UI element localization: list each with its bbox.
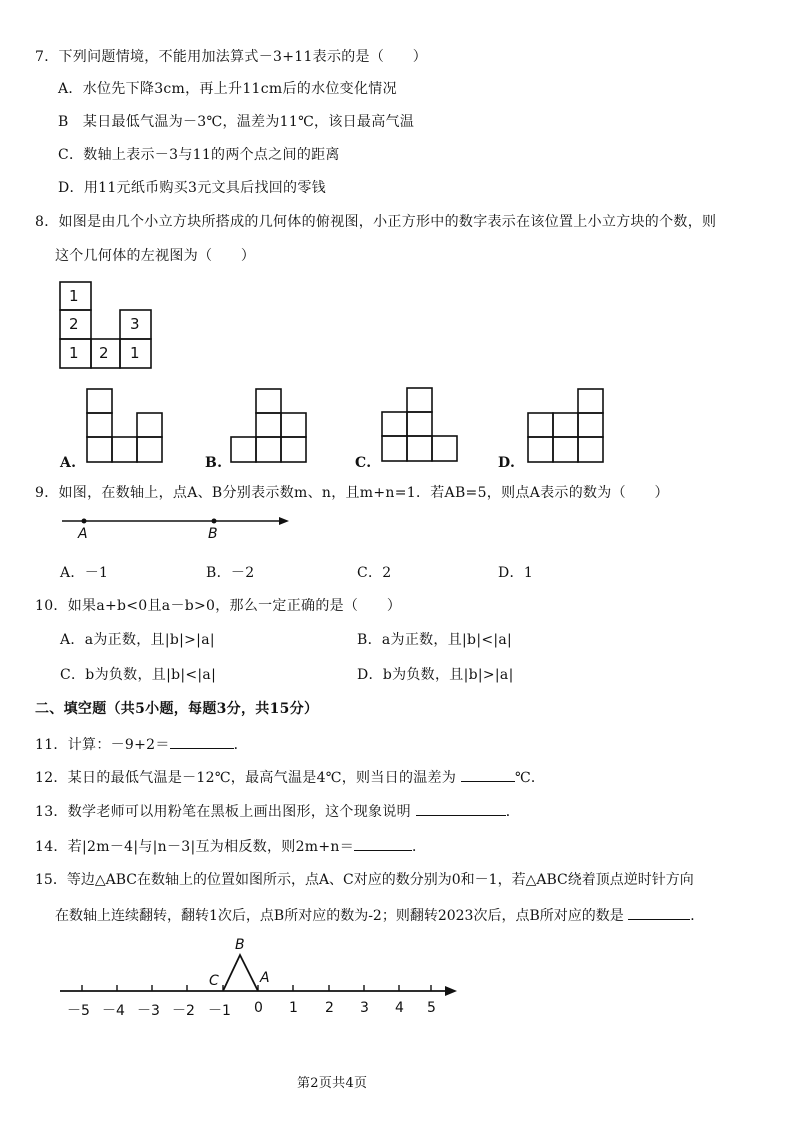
q15-answer-blank[interactable] [628,907,690,920]
q15-label-b: B [235,937,245,953]
q10-option-b: B．a为正数，且|b|<|a| [357,632,513,648]
q7-stem: 7．下列问题情境，不能用加法算式－3+11表示的是（ ） [35,49,428,65]
q15-tick-label: －5 [67,1003,90,1019]
q9-point-a-label: A [78,526,88,542]
q7-option-a: A．水位先下降3cm，再上升11cm后的水位变化情况 [58,81,397,97]
q9-option-c: C．2 [357,565,392,581]
q10-option-d: D．b为负数，且|b|>|a| [357,667,514,683]
q14-stem: 14．若|2m－4|与|n－3|互为相反数，则2m+n＝ [35,839,355,855]
q9-option-a: A．－1 [60,565,109,581]
q8-option-a-label: A. [60,455,77,471]
q13-answer-blank[interactable] [416,803,506,816]
q15-label-a: A [260,970,270,986]
q13-stem: 13．数学老师可以用粉笔在黑板上画出图形，这个现象说明 [35,804,411,820]
q10-stem: 10．如果a+b<0且a－b>0，那么一定正确的是（ ） [35,598,402,614]
q15-tick-label: 2 [325,1000,334,1016]
q7-option-d: D．用11元纸币购买3元文具后找回的零钱 [58,180,326,196]
q13 [35,801,520,821]
q11-end: ． [233,737,248,753]
q8-option-b-label: B. [205,455,223,471]
q7-option-c: C．数轴上表示－3与11的两个点之间的距离 [58,147,340,163]
q9-point-b-label: B [208,526,218,542]
q8-stem-line2: 这个几何体的左视图为（ ） [55,248,256,264]
q10-option-a: A．a为正数，且|b|>|a| [60,632,215,648]
q7-option-b: B 某日最低气温为－3℃，温差为11℃，该日最高气温 [58,114,415,130]
q8-grid-number: 2 [99,344,109,362]
q14 [35,836,426,856]
q15-stem-line1: 15．等边△ABC在数轴上的位置如图所示，点A、C对应的数分别为0和－1，若△ABC绕着顶点逆时针方向 [35,872,694,888]
q15-tick-label: －4 [102,1003,125,1019]
q14-end: ． [412,839,427,855]
section-2-title: 二、填空题（共5小题，每题3分，共15分） [35,701,319,717]
q8-grid-number: 1 [69,287,79,305]
q15-stem-line2: 在数轴上连续翻转，翻转1次后，点B所对应的数为-2；则翻转2023次后，点B所对应的数是 [55,908,624,924]
q13-end: ． [505,804,520,820]
q12-answer-blank[interactable] [461,769,515,782]
q9-option-d: D．1 [498,565,534,581]
q15-end: ． [690,908,705,924]
q10-option-c: C．b为负数，且|b|<|a| [60,667,217,683]
q15-tick-label: －2 [172,1003,195,1019]
q8-grid-number: 1 [130,344,140,362]
q12-stem: 12．某日的最低气温是－12℃，最高气温是4℃，则当日的温差为 [35,770,457,786]
q12-end: ℃． [514,770,546,786]
q15 [55,905,704,925]
q9-option-b: B．－2 [206,565,255,581]
q15-tick-label: 5 [427,1000,436,1016]
q8-grid-number: 2 [69,315,79,333]
q8-option-c-label: C. [355,455,372,471]
q11-answer-blank[interactable] [170,736,234,749]
q15-tick-label: －3 [137,1003,160,1019]
q15-tick-label: －1 [208,1003,231,1019]
q8-grid-number: 3 [130,315,140,333]
q12 [35,767,545,787]
q14-answer-blank[interactable] [354,838,412,851]
q15-tick-label: 0 [254,1000,263,1016]
q15-tick-label: 4 [395,1000,404,1016]
q11-stem: 11．计算：－9+2＝ [35,737,170,753]
q11 [35,734,248,754]
q8-option-d-label: D. [498,455,516,471]
q15-tick-label: 1 [289,1000,298,1016]
q15-label-c: C [209,973,219,989]
q8-stem-line1: 8．如图是由几个小立方块所搭成的几何体的俯视图，小正方形中的数字表示在该位置上小立方块的个数，则 [35,214,717,230]
q8-grid-number: 1 [69,344,79,362]
q9-stem: 9．如图，在数轴上，点A、B分别表示数m、n，且m+n=1．若AB=5，则点A表示的数为（ ） [35,485,669,501]
page-number: 第2页共4页 [297,1076,368,1091]
q15-tick-label: 3 [360,1000,369,1016]
